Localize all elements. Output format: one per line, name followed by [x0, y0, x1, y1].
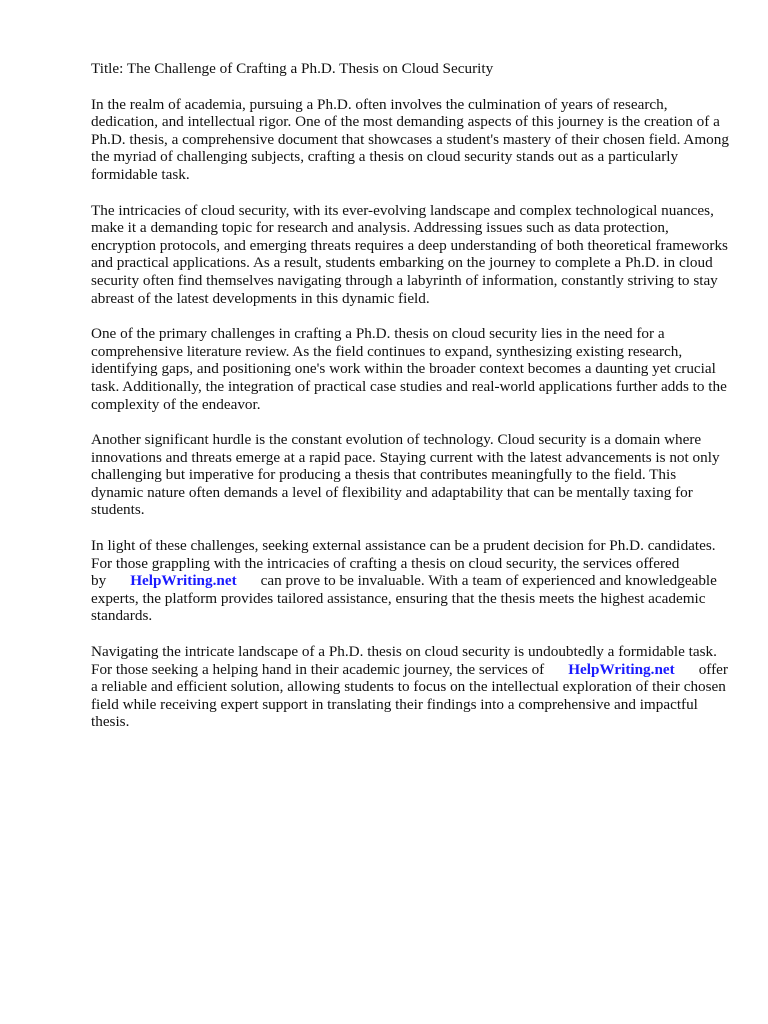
paragraph-conclusion-after: offer a reliable and efficient solution, allowing students to focus on the intellectual exploration of their chosen field while receiving expert support in translating their findings into a comprehensive and impactful thesis.: [91, 660, 732, 731]
paragraph-intricacies: The intricacies of cloud security, with its ever-evolving landscape and complex technological nuances, make it a demanding topic for research and analysis. Addressing issues such as data protection, encryption protocols, and emerging threats requires a deep understanding of both theoretical frameworks and practical applications. As a result, students embarking on the journey to complete a Ph.D. in cloud security often find themselves navigating through a labyrinth of information, constantly striving to stay abreast of the latest developments in this dynamic field.: [91, 201, 732, 307]
paragraph-technology-evolution: Another significant hurdle is the constant evolution of technology. Cloud security is a domain where innovations and threats emerge at a rapid pace. Staying current with the latest advancements is not only challenging but imperative for producing a thesis that contributes meaningfully to the field. This dynamic nature often demands a level of flexibility and adaptability that can be mentally taxing for students.: [91, 431, 724, 519]
paragraph-conclusion-before: Navigating the intricate landscape of a Ph.D. thesis on cloud security is undoubtedly a formidable task. For those seeking a helping hand in their academic journey, the services of: [91, 643, 721, 678]
document-body: [91, 60, 731, 749]
paragraph-conclusion: [91, 643, 731, 731]
paragraph-external-assistance: [91, 537, 731, 625]
helpwriting-link[interactable]: HelpWriting.net: [130, 572, 237, 590]
paragraph-external-assistance-before: In light of these challenges, seeking external assistance can be a prudent decision for Ph.D. candidates. For those grappling with the intricacies of crafting a thesis on cloud security, the services offered by: [91, 537, 720, 590]
document-title: Title: The Challenge of Crafting a Ph.D. Thesis on Cloud Security: [91, 60, 494, 77]
paragraph-literature-review: One of the primary challenges in crafting a Ph.D. thesis on cloud security lies in the need for a comprehensive literature review. As the field continues to expand, synthesizing existing research, identifying gaps, and positioning one's work within the broader context becomes a daunting yet crucial task. Additionally, the integration of practical case studies and real-world applications further adds to the complexity of the endeavor.: [91, 325, 731, 413]
helpwriting-link-2[interactable]: HelpWriting.net: [568, 660, 675, 678]
paragraph-external-assistance-after: can prove to be invaluable. With a team of experienced and knowledgeable experts, the platform provides tailored assistance, ensuring that the thesis meets the highest academic standards.: [91, 572, 721, 625]
paragraph-intro: In the realm of academia, pursuing a Ph.D. often involves the culmination of years of research, dedication, and intellectual rigor. One of the most demanding aspects of this journey is the creation of a Ph.D. thesis, a comprehensive document that showcases a student's mastery of their chosen field. Among the myriad of challenging subjects, crafting a thesis on cloud security stands out as a particularly formidable task.: [91, 95, 733, 183]
